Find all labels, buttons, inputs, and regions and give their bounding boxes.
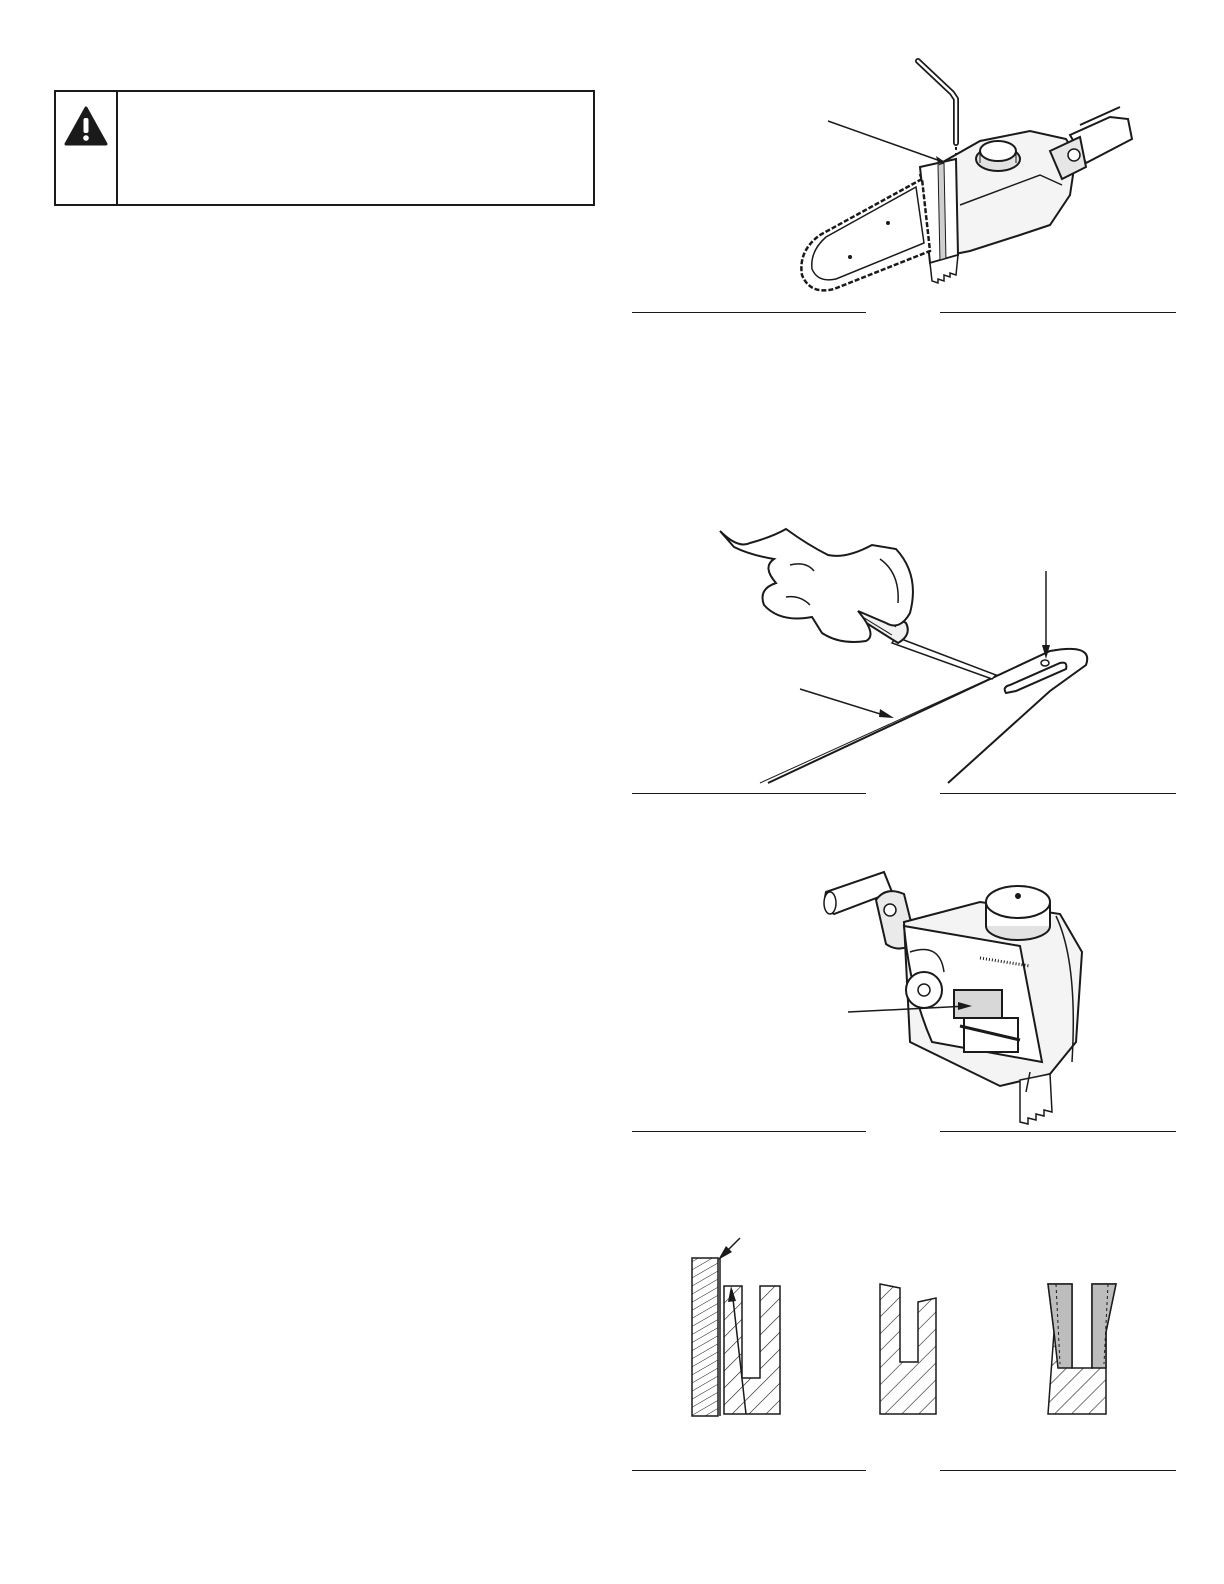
- figure-rule-left: [632, 1131, 866, 1132]
- figure-screwdriver-bar: [690, 525, 1110, 790]
- warning-box: [54, 90, 595, 206]
- figure-rule-right: [940, 312, 1176, 313]
- warning-icon-cell: [56, 92, 118, 204]
- figure-chain-tensioner: [820, 862, 1090, 1127]
- figure-rule-left: [632, 312, 866, 313]
- figure-rule-right: [940, 1470, 1176, 1471]
- callout-arrow: [828, 121, 946, 163]
- straight-edge: [692, 1258, 718, 1416]
- warning-triangle-icon: [64, 106, 108, 146]
- figure-rule-right: [940, 1131, 1176, 1132]
- figure-rule-left: [632, 793, 866, 794]
- figure-rule-left: [632, 1470, 866, 1471]
- figure-hex-key: [780, 55, 1140, 305]
- figure-bar-rail-sections: [680, 1228, 1150, 1420]
- figure-rule-right: [940, 793, 1176, 794]
- callout-guide-bar-groove: [800, 689, 890, 717]
